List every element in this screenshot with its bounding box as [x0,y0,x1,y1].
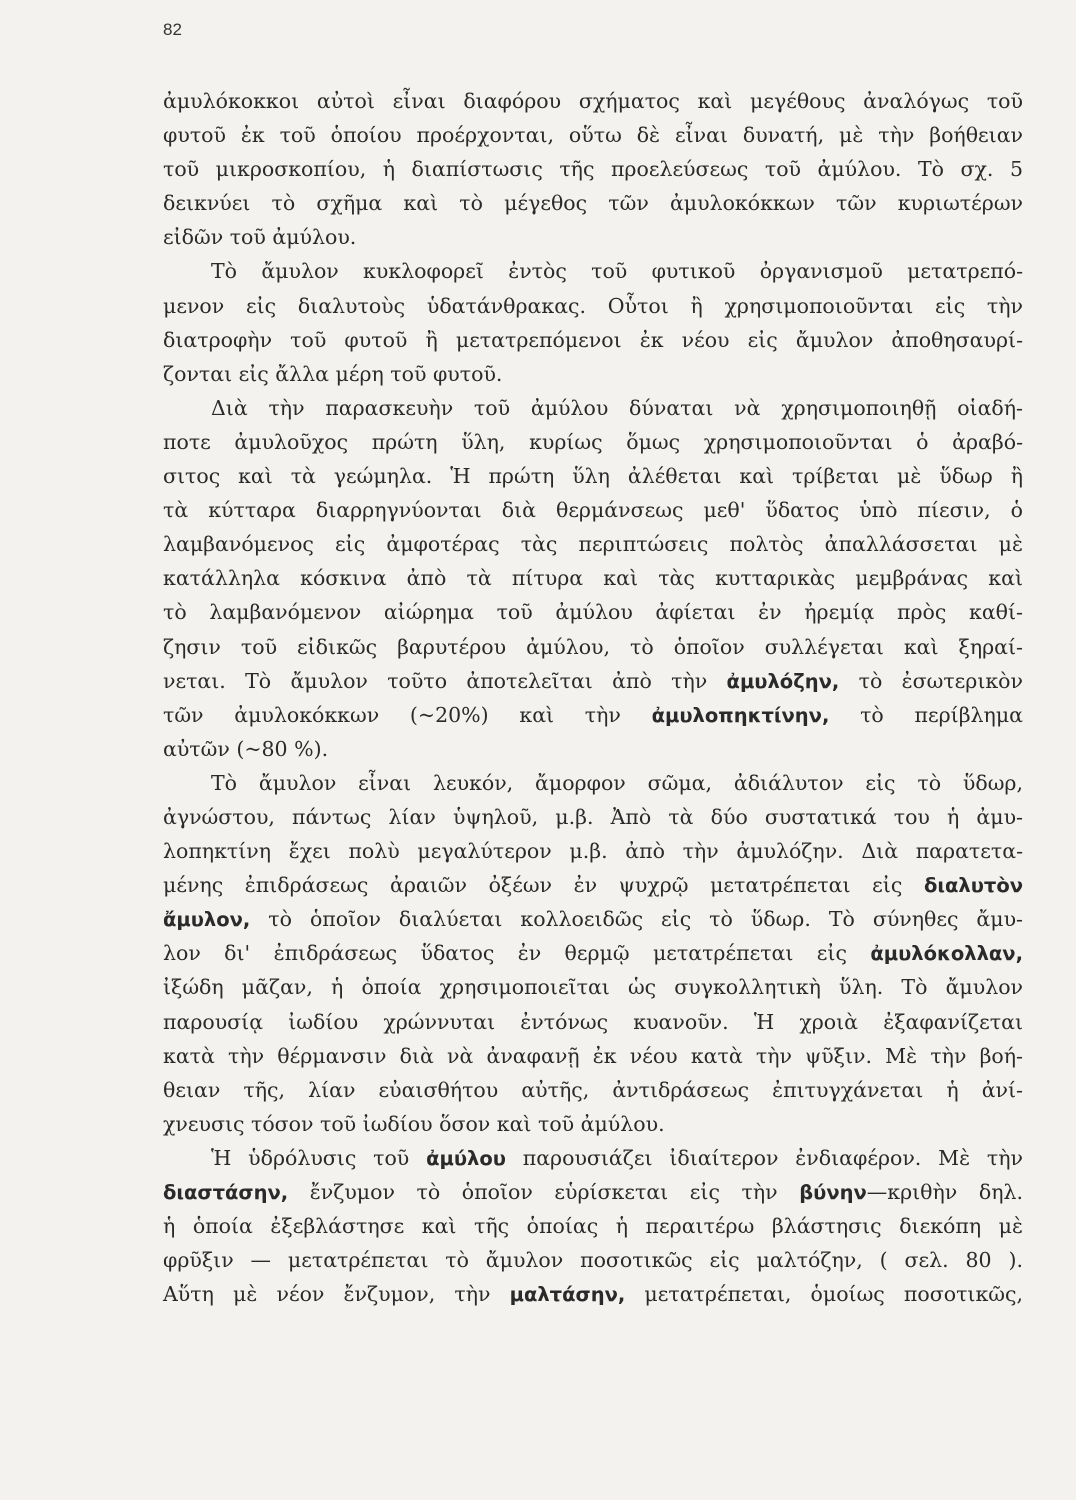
text-line: διατροφὴν τοῦ φυτοῦ ἢ μετατρεπόμενοι ἐκ νέου εἰς ἄμυλον ἀποθησαυρί- [163,327,1023,352]
text-run: λον δι' ἐπιδράσεως ὕδατος ἐν θερμῷ μετατρέπεται εἰς [163,941,871,966]
text-line: ἀγνώστου, πάντως λίαν ὑψηλοῦ, μ.β. Ἀπὸ τὰ δύο συστατικά του ἡ ἀμυ- [163,804,1023,829]
paragraph [163,1141,1023,1311]
text-line: αὐτῶν (~80 %). [163,736,329,761]
page-number: 82 [163,20,182,39]
text-line: τὰ κύτταρα διαρρηγνύονται διὰ θερμάνσεως μεθ' ὕδατος ὑπὸ πίεσιν, ὁ [163,498,1023,523]
text-line: ἰξώδη μᾶζαν, ἡ ὁποία χρησιμοποιεῖται ὡς συγκολλητικὴ ὕλη. Τὸ ἄμυλον [163,975,1023,1000]
text-run: τὸ ἐσωτερικὸν [839,668,1023,693]
bold-term: ἄμυλον, [163,908,251,932]
paragraph [163,254,1023,390]
text-line [163,1277,1023,1311]
bold-term: ἀμυλόκολλαν, [870,942,1023,966]
text-run: τῶν ἀμυλοκόκκων (~20%) καὶ τὴν [163,702,652,727]
text-line [163,902,1023,936]
text-line: λοπηκτίνη ἔχει πολὺ μεγαλύτερον μ.β. ἀπὸ τὴν ἀμυλόζην. Διὰ παρατετα- [163,839,1023,864]
paragraph [163,84,1023,254]
text-line: Διὰ τὴν παρασκευὴν τοῦ ἀμύλου δύναται νὰ χρησιμοποιηθῇ οἱαδή- [211,395,1023,420]
text-line [163,698,1023,732]
text-run: τὸ περίβλημα [829,702,1023,727]
text-line: κατὰ τὴν θέρμανσιν διὰ νὰ ἀναφανῇ ἐκ νέου κατὰ τὴν ψῦξιν. Μὲ τὴν βοή- [163,1043,1023,1068]
text-run: ἔνζυμον τὸ ὁποῖον εὑρίσκεται εἰς τὴν [288,1180,800,1204]
text-line [163,936,1023,970]
text-run: νεται. Τὸ ἄμυλον τοῦτο ἀποτελεῖται ἀπὸ τὴν [163,668,727,693]
text-line [163,664,1023,698]
text-run: τὸ ὁποῖον διαλύεται κολλοειδῶς εἰς τὸ ὕδωρ. Τὸ σύνηθες ἄμυ- [250,907,1023,932]
text-line: ἀμυλόκοκκοι αὐτοὶ εἶναι διαφόρου σχήματος καὶ μεγέθους ἀναλόγως τοῦ [163,89,1023,113]
text-line [163,1141,1023,1175]
text-line: φυτοῦ ἐκ τοῦ ὁποίου προέρχονται, οὕτω δὲ εἶναι δυνατή, μὲ τὴν βοήθειαν [163,123,1023,148]
text-line: ἡ ὁποία ἐξεβλάστησε καὶ τῆς ὁποίας ἡ περαιτέρω βλάστησις διεκόπη μὲ [163,1214,1023,1239]
text-line [163,868,1023,902]
text-run: μετατρέπεται, ὁμοίως ποσοτικῶς, [625,1282,1023,1307]
text-line: χνευσις τόσον τοῦ ἰωδίου ὅσον καὶ τοῦ ἀμύλου. [163,1111,665,1136]
text-line: ζονται εἰς ἄλλα μέρη τοῦ φυτοῦ. [163,361,503,386]
text-run: —κριθὴν δηλ. [866,1180,1023,1204]
bold-term: μαλτάσην, [509,1283,626,1307]
bold-term: ἀμυλοπηκτίνην, [651,703,830,727]
bold-term: ἀμύλου [426,1146,506,1170]
text-line: τὸ λαμβανόμενον αἰώρημα τοῦ ἀμύλου ἀφίεται ἐν ἠρεμίᾳ πρὸς καθί- [163,600,1023,625]
text-line: παρουσίᾳ ἰωδίου χρώννυται ἐντόνως κυανοῦν. Ἡ χροιὰ ἐξαφανίζεται [163,1009,1023,1034]
bold-term: διαλυτὸν [923,874,1023,898]
text-line: εἰδῶν τοῦ ἀμύλου. [163,225,357,250]
text-run: Ἡ ὑδρόλυσις τοῦ [211,1145,427,1170]
text-run: παρουσιάζει ἰδιαίτερον ἐνδιαφέρον. Μὲ τὴν [505,1145,1024,1170]
text-line: δεικνύει τὸ σχῆμα καὶ τὸ μέγεθος τῶν ἀμυλοκόκκων τῶν κυριωτέρων [163,191,1023,216]
bold-term: διαστάσην, [163,1181,289,1204]
paragraph [163,766,1023,1141]
text-line: φρῦξιν — μετατρέπεται τὸ ἄμυλον ποσοτικῶς εἰς μαλτόζην, ( σελ. 80 ). [163,1248,1023,1273]
text-run: Αὕτη μὲ νέον ἔνζυμον, τὴν [163,1282,510,1307]
bold-term: ἀμυλόζην, [726,669,840,693]
text-line: σιτος καὶ τὰ γεώμηλα. Ἡ πρώτη ὕλη ἀλέθεται καὶ τρίβεται μὲ ὕδωρ ἢ [163,464,1023,489]
bold-term: βύνην [799,1181,867,1204]
text-run: μένης ἐπιδράσεως ἀραιῶν ὀξέων ἐν ψυχρῷ μετατρέπεται εἰς [163,873,924,898]
text-line: τοῦ μικροσκοπίου, ἡ διαπίστωσις τῆς προελεύσεως τοῦ ἀμύλου. Τὸ σχ. 5 [163,157,1023,182]
text-line: ζησιν τοῦ εἰδικῶς βαρυτέρου ἀμύλου, τὸ ὁποῖον συλλέγεται καὶ ξηραί- [163,634,1023,659]
text-line: θειαν τῆς, λίαν εὐαισθήτου αὐτῆς, ἀντιδράσεως ἐπιτυγχάνεται ἡ ἀνί- [163,1077,1023,1102]
text-line: κατάλληλα κόσκινα ἀπὸ τὰ πίτυρα καὶ τὰς κυτταρικὰς μεμβράνας καὶ [163,566,1023,591]
text-line: λαμβανόμενος εἰς ἀμφοτέρας τὰς περιπτώσεις πολτὸς ἀπαλλάσσεται μὲ [163,532,1023,557]
text-line: ποτε ἀμυλοῦχος πρώτη ὕλη, κυρίως ὅμως χρησιμοποιοῦνται ὁ ἀραβό- [163,429,1023,454]
text-line [163,1175,1023,1209]
paragraph [163,391,1023,766]
text-line: μενον εἰς διαλυτοὺς ὑδατάνθρακας. Οὗτοι ἢ χρησιμοποιοῦνται εἰς τὴν [163,293,1023,318]
body-text [163,84,1023,1311]
text-line: Τὸ ἄμυλον κυκλοφορεῖ ἐντὸς τοῦ φυτικοῦ ὀργανισμοῦ μετατρεπό- [211,259,1023,284]
text-line: Τὸ ἄμυλον εἶναι λευκόν, ἄμορφον σῶμα, ἀδιάλυτον εἰς τὸ ὕδωρ, [211,770,1023,795]
